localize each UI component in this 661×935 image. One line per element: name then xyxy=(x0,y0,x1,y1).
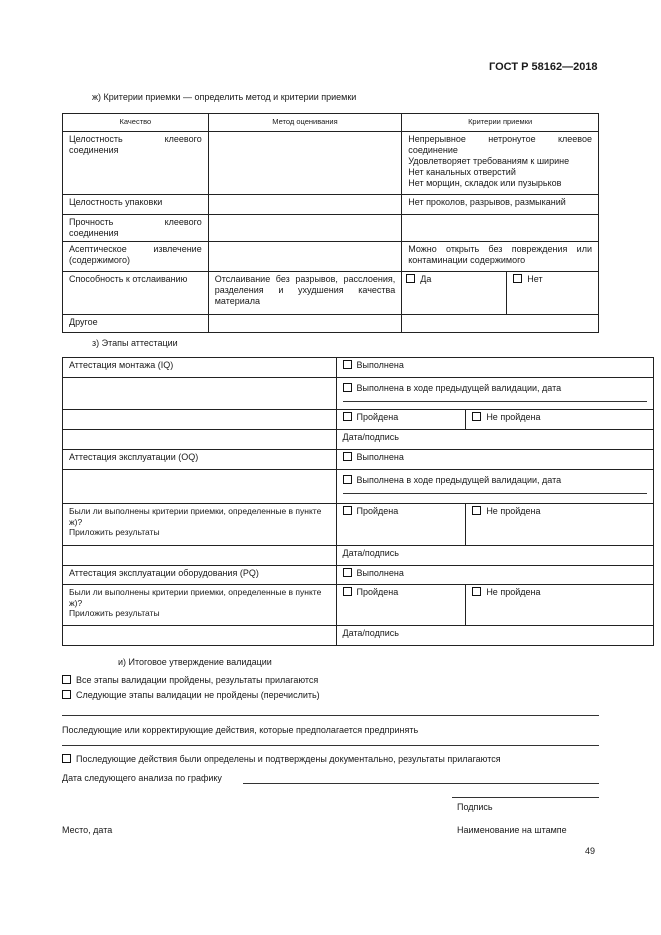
criteria-cell: Непрерывное нетронутое клеевое соединение Удовлетворяет требованиям к ширине Нет канальных отверстий Нет морщин, складок или пузырьков xyxy=(402,132,599,195)
oq-done-option[interactable]: Выполнена xyxy=(336,450,654,470)
not-passed-checkbox[interactable] xyxy=(62,690,71,699)
pq-done-option[interactable]: Выполнена xyxy=(336,566,654,585)
iq-done-prev-option[interactable]: Выполнена в ходе предыдущей валидации, дата xyxy=(336,378,654,410)
oq-passed-option[interactable]: Пройдена xyxy=(336,504,466,546)
next-review-line[interactable] xyxy=(243,783,599,784)
oq-done-checkbox[interactable] xyxy=(343,452,352,461)
iq-passed-option[interactable]: Пройдена xyxy=(336,410,466,430)
option-all-passed[interactable]: Все этапы валидации пройдены, результаты прилагаются xyxy=(62,675,318,686)
iq-done-prev-checkbox[interactable] xyxy=(343,383,352,392)
oq-question: Были ли выполнены критерии приемки, определенные в пункте ж)? Приложить результаты xyxy=(63,504,337,546)
page-number: 49 xyxy=(585,846,596,856)
followup-line[interactable] xyxy=(62,745,599,746)
iq-date-line[interactable] xyxy=(343,401,648,402)
pq-label: Аттестация эксплуатации оборудования (PQ) xyxy=(63,566,337,585)
pq-passed-checkbox[interactable] xyxy=(343,587,352,596)
oq-date-line[interactable] xyxy=(343,493,648,494)
quality-cell: Целостность упаковки xyxy=(63,195,209,215)
table-row xyxy=(63,272,599,315)
yes-option[interactable]: Да xyxy=(402,272,507,314)
no-option[interactable]: Нет xyxy=(507,272,598,314)
method-cell[interactable] xyxy=(208,132,402,195)
oq-done-prev-checkbox[interactable] xyxy=(343,475,352,484)
pq-question: Были ли выполнены критерии приемки, определенные в пункте ж)? Приложить результаты xyxy=(63,585,337,626)
yes-checkbox[interactable] xyxy=(406,274,415,283)
option-followup-documented[interactable]: Последующие действия были определены и подтверждены документально, результаты прилагаются xyxy=(62,754,501,765)
table-row xyxy=(63,242,599,272)
oq-label: Аттестация эксплуатации (OQ) xyxy=(63,450,337,470)
pq-failed-checkbox[interactable] xyxy=(472,587,481,596)
not-passed-line[interactable] xyxy=(62,715,599,716)
section-zh-title: ж) Критерии приемки — определить метод и критерии приемки xyxy=(92,92,357,102)
stamp-name-label: Наименование на штампе xyxy=(457,825,567,835)
oq-date-sign[interactable]: Дата/подпись xyxy=(336,546,654,566)
standard-number: ГОСТ Р 58162—2018 xyxy=(489,61,598,73)
section-i-title: и) Итоговое утверждение валидации xyxy=(118,657,272,667)
no-checkbox[interactable] xyxy=(513,274,522,283)
col-quality: Качество xyxy=(63,114,209,132)
table-row xyxy=(63,315,599,333)
pq-date-sign[interactable]: Дата/подпись xyxy=(336,626,654,646)
criteria-cell: Нет проколов, разрывов, размыканий xyxy=(402,195,599,215)
quality-cell: Целостность клеевого соединения xyxy=(63,132,209,195)
followup-label: Последующие или корректирующие действия, которые предполагается предпринять xyxy=(62,725,419,735)
table-row xyxy=(63,195,599,215)
method-cell[interactable] xyxy=(208,315,402,333)
signature-label: Подпись xyxy=(457,802,493,812)
next-review-label: Дата следующего анализа по графику xyxy=(62,773,222,783)
method-cell: Отслаивание без разрывов, расслоения, разделения и ухудшения качества материала xyxy=(208,272,402,315)
oq-failed-option[interactable]: Не пройдена xyxy=(466,504,654,546)
iq-label: Аттестация монтажа (IQ) xyxy=(63,358,337,378)
acceptance-criteria-table xyxy=(62,113,599,333)
method-cell[interactable] xyxy=(208,195,402,215)
iq-date-sign[interactable]: Дата/подпись xyxy=(336,430,654,450)
quality-cell: Другое xyxy=(63,315,209,333)
iq-passed-checkbox[interactable] xyxy=(343,412,352,421)
iq-done-option[interactable]: Выполнена xyxy=(336,358,654,378)
option-not-passed[interactable]: Следующие этапы валидации не пройдены (перечислить) xyxy=(62,690,320,701)
col-method: Метод оценивания xyxy=(208,114,402,132)
qualification-stages-table xyxy=(62,357,654,646)
table-row xyxy=(63,215,599,242)
iq-done-checkbox[interactable] xyxy=(343,360,352,369)
criteria-cell: Можно открыть без повреждения или контаминации содержимого xyxy=(402,242,599,272)
iq-failed-checkbox[interactable] xyxy=(472,412,481,421)
table-row xyxy=(63,132,599,195)
section-z-title: з) Этапы аттестации xyxy=(92,338,178,348)
oq-passed-checkbox[interactable] xyxy=(343,506,352,515)
pq-passed-option[interactable]: Пройдена xyxy=(336,585,466,626)
oq-failed-checkbox[interactable] xyxy=(472,506,481,515)
followup-documented-checkbox[interactable] xyxy=(62,754,71,763)
method-cell[interactable] xyxy=(208,215,402,242)
iq-failed-option[interactable]: Не пройдена xyxy=(466,410,654,430)
quality-cell: Способность к отслаиванию xyxy=(63,272,209,315)
criteria-cell[interactable] xyxy=(402,315,599,333)
all-passed-checkbox[interactable] xyxy=(62,675,71,684)
criteria-cell xyxy=(402,272,599,315)
place-date-label: Место, дата xyxy=(62,825,113,835)
criteria-cell[interactable] xyxy=(402,215,599,242)
signature-line[interactable] xyxy=(452,797,599,798)
quality-cell: Прочность клеевого соединения xyxy=(63,215,209,242)
col-criteria: Критерии приемки xyxy=(402,114,599,132)
pq-done-checkbox[interactable] xyxy=(343,568,352,577)
quality-cell: Асептическое извлечение (содержимого) xyxy=(63,242,209,272)
method-cell[interactable] xyxy=(208,242,402,272)
oq-done-prev-option[interactable]: Выполнена в ходе предыдущей валидации, дата xyxy=(336,470,654,504)
pq-failed-option[interactable]: Не пройдена xyxy=(466,585,654,626)
